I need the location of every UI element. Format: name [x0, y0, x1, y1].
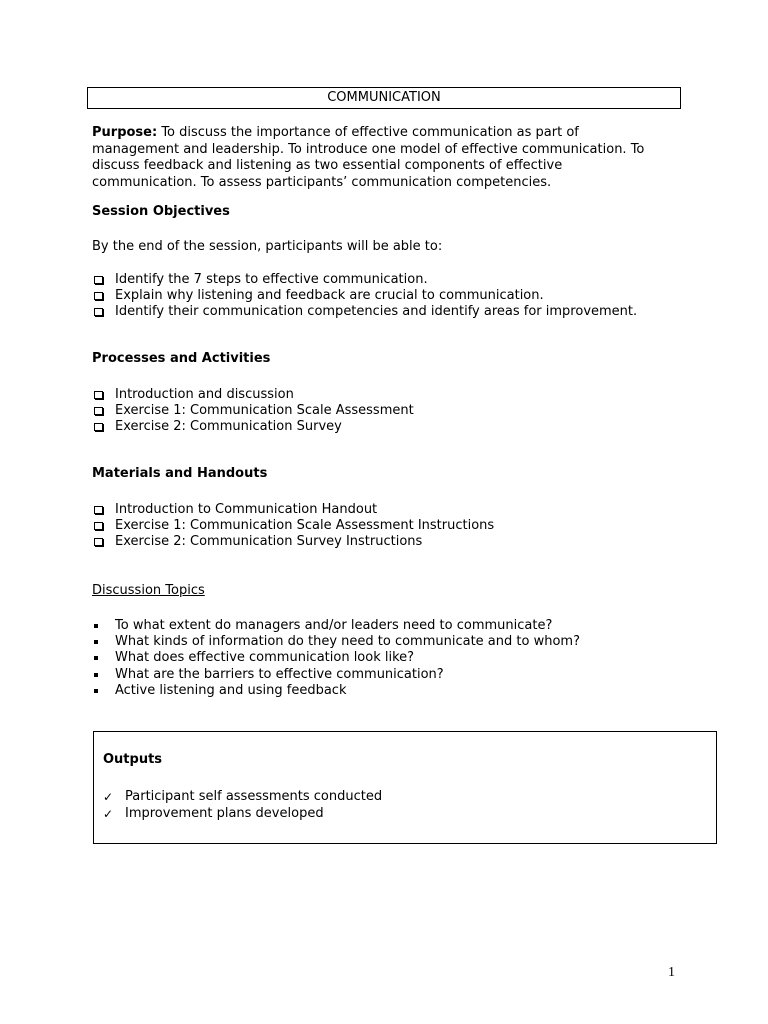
list-item: Identify their communication competencies and identify areas for improvement.	[92, 304, 637, 320]
list-item: What are the barriers to effective communication?	[92, 667, 580, 683]
list-item: ✓ Improvement plans developed	[103, 805, 324, 821]
checkbox-bullet-icon	[94, 538, 103, 546]
checkbox-bullet-icon	[94, 423, 103, 431]
checkbox-bullet-icon	[94, 391, 103, 399]
materials-list	[92, 502, 494, 551]
list-item: Introduction and discussion	[92, 387, 414, 403]
session-objectives-heading: Session Objectives	[92, 204, 230, 219]
list-item: Identify the 7 steps to effective communication.	[92, 272, 637, 288]
page-number: 1	[668, 965, 675, 980]
list-item: What kinds of information do they need to communicate and to whom?	[92, 634, 580, 650]
purpose-paragraph	[92, 125, 662, 191]
discussion-list	[92, 618, 580, 699]
bullet-icon	[94, 624, 98, 628]
objectives-intro: By the end of the session, participants will be able to:	[92, 239, 443, 254]
list-item: Introduction to Communication Handout	[92, 502, 494, 518]
bullet-icon	[94, 656, 98, 660]
purpose-text: To discuss the importance of effective communication as part of management and leadership. To introduce one model of effective communication. To discuss feedback and listening as two essential components of effective communication. To assess participants’ communication competencies.	[92, 125, 645, 190]
purpose-label: Purpose:	[92, 125, 158, 140]
check-icon: ✓	[103, 790, 114, 804]
list-item: Active listening and using feedback	[92, 683, 580, 699]
discussion-topics-heading: Discussion Topics	[92, 583, 205, 598]
outputs-box	[93, 731, 717, 844]
list-item: Exercise 2: Communication Survey	[92, 419, 414, 435]
checkbox-bullet-icon	[94, 276, 103, 284]
checkbox-bullet-icon	[94, 292, 103, 300]
outputs-list	[103, 789, 382, 822]
bullet-icon	[94, 673, 98, 677]
list-item: Exercise 1: Communication Scale Assessment Instructions	[92, 518, 494, 534]
document-title: COMMUNICATION	[87, 87, 681, 109]
list-item: Exercise 2: Communication Survey Instructions	[92, 534, 494, 550]
bullet-icon	[94, 689, 98, 693]
checkbox-bullet-icon	[94, 407, 103, 415]
objectives-list	[92, 272, 637, 321]
processes-list	[92, 387, 414, 436]
bullet-icon	[94, 640, 98, 644]
list-item: ✓ Participant self assessments conducted	[103, 789, 383, 804]
outputs-heading: Outputs	[103, 752, 163, 767]
materials-heading: Materials and Handouts	[92, 466, 268, 481]
check-icon: ✓	[103, 806, 114, 821]
checkbox-bullet-icon	[94, 308, 103, 316]
list-item: Exercise 1: Communication Scale Assessment	[92, 403, 414, 419]
checkbox-bullet-icon	[94, 506, 103, 514]
checkbox-bullet-icon	[94, 522, 103, 530]
list-item: Explain why listening and feedback are crucial to communication.	[92, 288, 637, 304]
processes-heading: Processes and Activities	[92, 351, 271, 366]
list-item: To what extent do managers and/or leaders need to communicate?	[92, 618, 580, 634]
list-item: What does effective communication look like?	[92, 650, 580, 666]
